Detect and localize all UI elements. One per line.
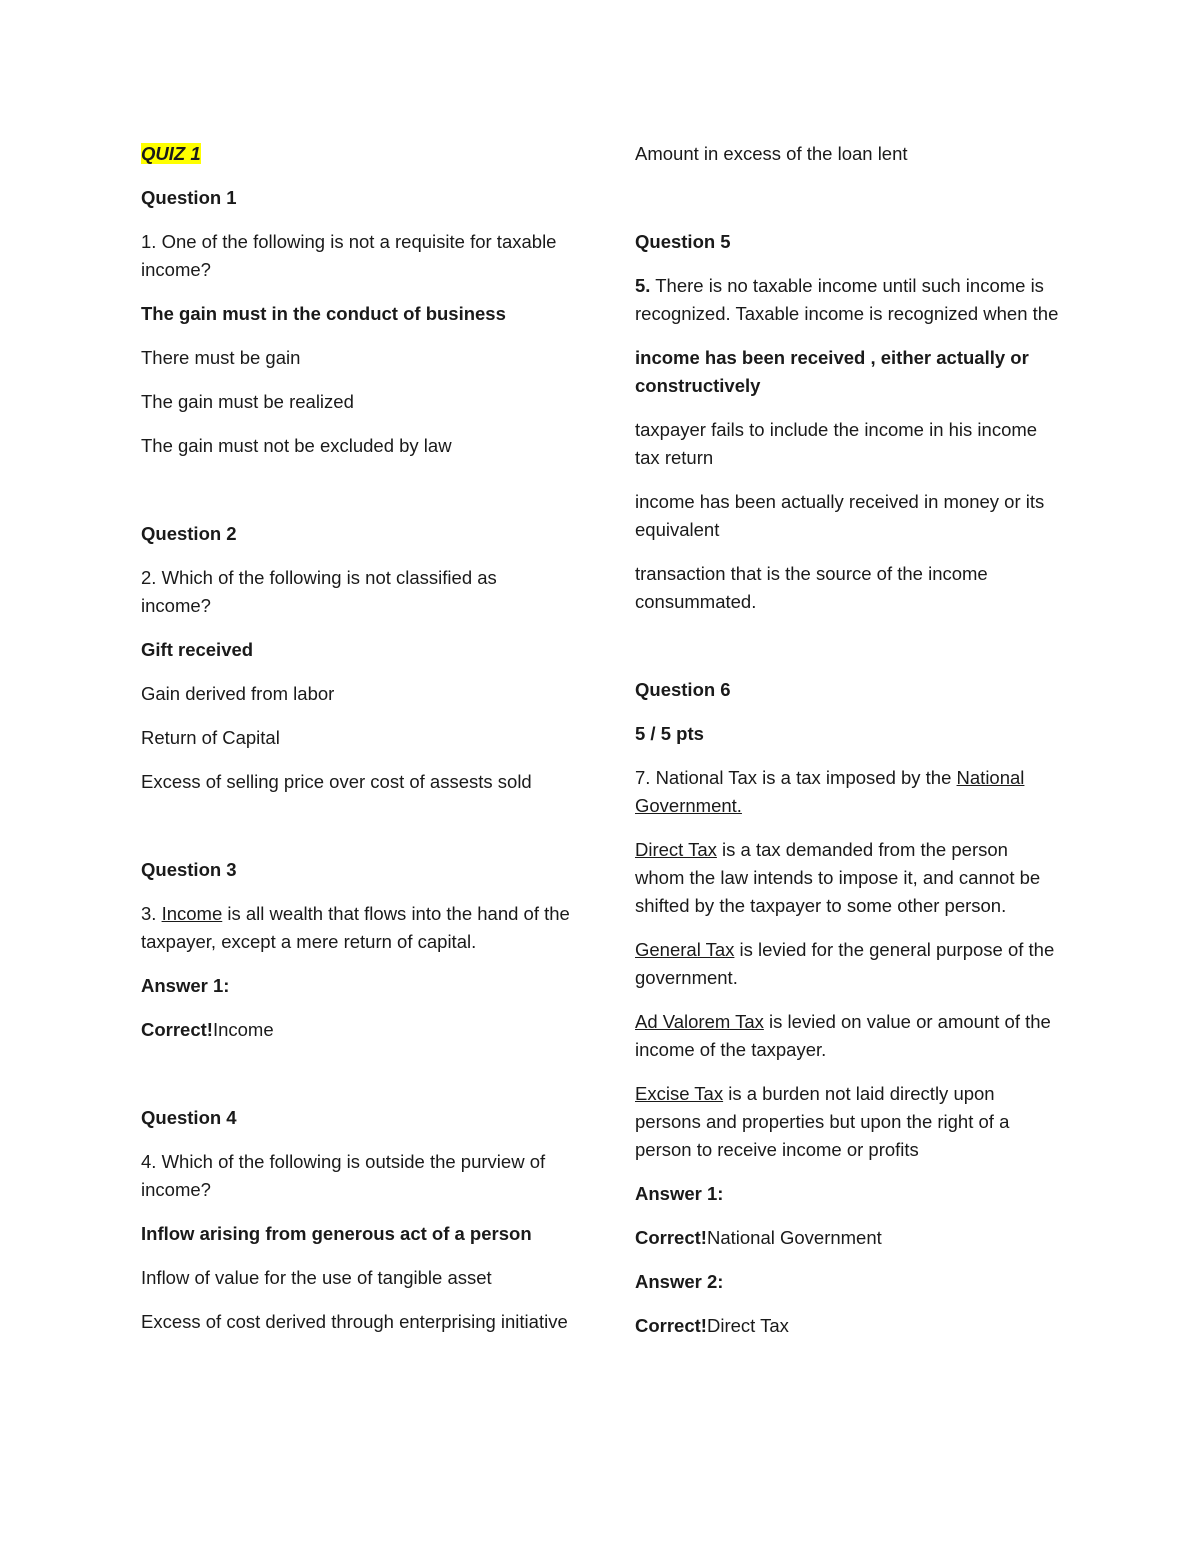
question-4-heading: Question 4	[141, 1107, 237, 1128]
question-6-statement: General Tax is levied for the general purpose of the government.	[635, 939, 1055, 988]
question-6-answer-2-label: Answer 2:	[635, 1271, 724, 1292]
national-government-term: National Government.	[635, 767, 1025, 816]
question-1-option: The gain must not be excluded by law	[141, 435, 452, 456]
question-4-answer: Inflow arising from generous act of a person	[141, 1223, 532, 1244]
question-6-statement: Direct Tax is a tax demanded from the person whom the law intends to impose it, and cannot be shifted by the taxpayer to some other person.	[635, 839, 1041, 916]
ad-valorem-tax-term: Ad Valorem Tax	[635, 1011, 764, 1032]
question-5-text: 5. There is no taxable income until such income is recognized. Taxable income is recognized when the	[635, 275, 1059, 324]
question-3-answer-label: Answer 1:	[141, 975, 230, 996]
question-4-option: Inflow of value for the use of tangible asset	[141, 1267, 492, 1288]
question-6-statement: Excise Tax is a burden not laid directly upon persons and properties but upon the right of a person to receive income or profits	[635, 1083, 1010, 1160]
question-4-option: Excess of cost derived through enterprising initiative	[141, 1311, 568, 1332]
question-2-heading: Question 2	[141, 523, 237, 544]
question-2-option: Gain derived from labor	[141, 683, 335, 704]
direct-tax-term: Direct Tax	[635, 839, 717, 860]
question-4-option: Amount in excess of the loan lent	[635, 143, 908, 164]
question-6-statement: Ad Valorem Tax is levied on value or amount of the income of the taxpayer.	[635, 1011, 1051, 1060]
question-5-option: taxpayer fails to include the income in his income tax return	[635, 419, 1038, 468]
question-6-heading: Question 6	[635, 679, 731, 700]
question-5-option: income has been actually received in money or its equivalent	[635, 491, 1045, 540]
general-tax-term: General Tax	[635, 939, 735, 960]
question-1-heading: Question 1	[141, 187, 237, 208]
question-6-answer-1-label: Answer 1:	[635, 1183, 724, 1204]
question-1-option: The gain must be realized	[141, 391, 354, 412]
left-column	[141, 140, 571, 1352]
excise-tax-term: Excise Tax	[635, 1083, 724, 1104]
question-3-correct-answer: Correct!Income	[141, 1019, 274, 1040]
question-4-text: 4. Which of the following is outside the purview of income?	[141, 1151, 546, 1200]
question-2-text: 2. Which of the following is not classified as income?	[141, 567, 497, 616]
question-5-answer: income has been received , either actually or constructively	[635, 347, 1029, 396]
question-2-option: Return of Capital	[141, 727, 280, 748]
question-5-option: transaction that is the source of the income consummated.	[635, 563, 988, 612]
question-6-statement: 7. National Tax is a tax imposed by the National Government.	[635, 767, 1025, 816]
question-5-heading: Question 5	[635, 231, 731, 252]
question-3-heading: Question 3	[141, 859, 237, 880]
question-3-text: 3. Income is all wealth that flows into the hand of the taxpayer, except a mere return of capital.	[141, 903, 570, 952]
question-6-answer-2: Correct!Direct Tax	[635, 1315, 789, 1336]
question-2-option: Excess of selling price over cost of assests sold	[141, 771, 532, 792]
question-6-answer-1: Correct!National Government	[635, 1227, 882, 1248]
question-1-answer: The gain must in the conduct of business	[141, 303, 506, 324]
question-1-text: 1. One of the following is not a requisite for taxable income?	[141, 231, 557, 280]
income-term: Income	[161, 903, 223, 924]
quiz-title: QUIZ 1	[141, 143, 201, 164]
question-1-option: There must be gain	[141, 347, 301, 368]
question-6-score: 5 / 5 pts	[635, 723, 704, 744]
right-column	[635, 140, 1060, 1356]
question-2-answer: Gift received	[141, 639, 254, 660]
